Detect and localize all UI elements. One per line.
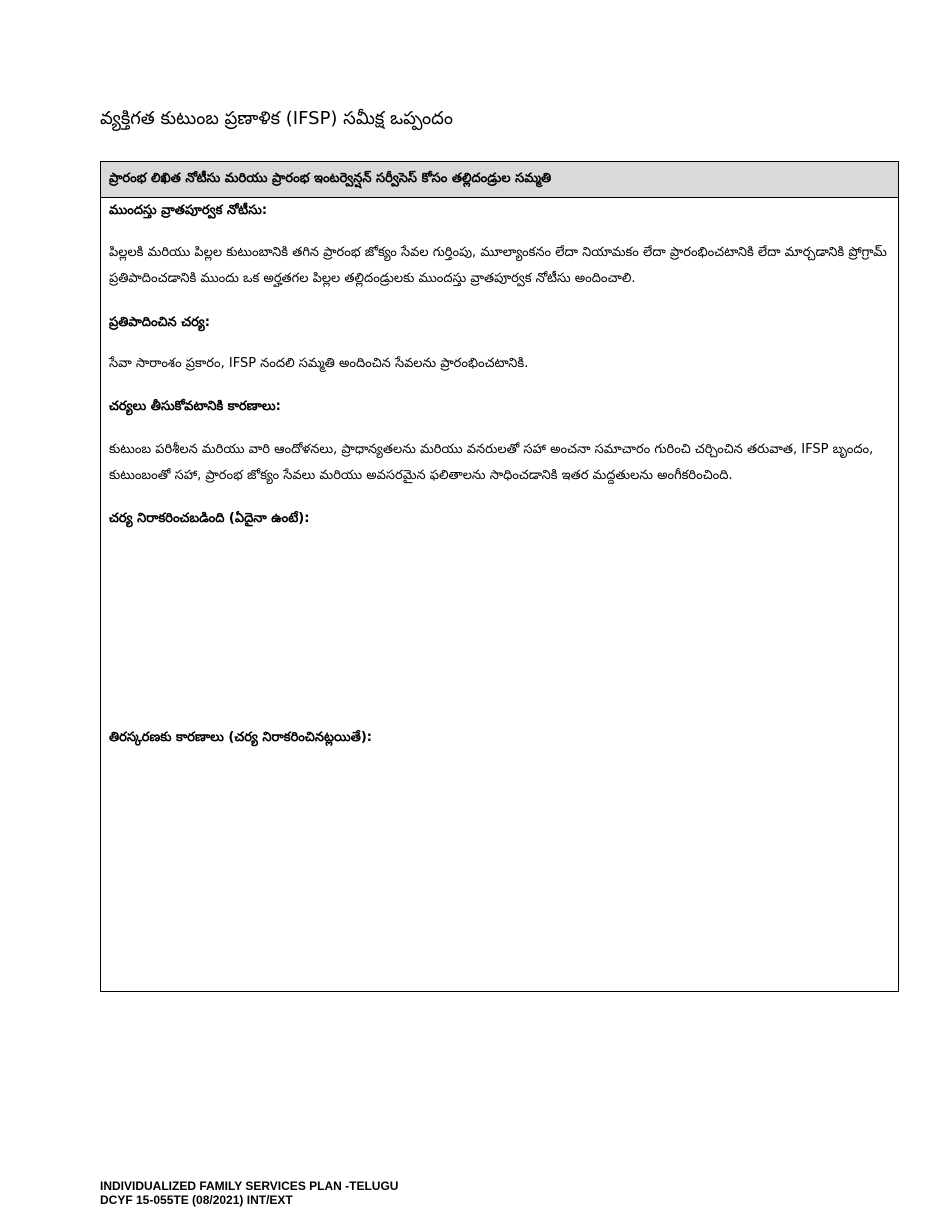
reasons-for-action-label: చర్యలు తీసుకోవటానికి కారణాలు: [109,399,281,414]
form-header: ప్రారంభ లిఖిత నోటీసు మరియు ప్రారంభ ఇంటర్వెన్షన్ సర్వీసెస్ కోసం తల్లిదండ్రుల సమ్మతి [101,162,898,198]
prior-notice-text: పిల్లలకి మరియు పిల్లల కుటుంబానికి తగిన ప్రారంభ జోక్యం సేవల గుర్తింపు, మూల్యాంకనం లేదా నియామకం లేదా ప్రారంభించటానికి లేదా మార్చడానికి ప్రోగ్రామ్ ప్రతిపాదించడానికి ముందు ఒక అర్హతగల పిల్లల తల్లిదండ్రులకు ముందస్తు వ్రాతపూర్వక నోటీసు అందించాలి. [109,245,887,286]
footer-form-number: DCYF 15-055TE (08/2021) INT/EXT [100,1193,293,1207]
proposed-action-label: ప్రతిపాదించిన చర్య: [109,315,210,330]
consent-form-box [100,161,899,992]
proposed-action-text: సేవా సారాంశం ప్రకారం, IFSP నందలి సమ్మతి అందించిన సేవలను ప్రారంభించటానికి. [109,356,529,371]
reasons-for-refusal-label: తిరస్కరణకు కారణాలు (చర్య నిరాకరించినట్లయితే): [109,730,372,745]
action-refused-label: చర్య నిరాకరించబడింది (ఏదైనా ఉంటే): [109,511,310,526]
form-footer [100,1179,398,1207]
prior-notice-label: ముందస్తు వ్రాతపూర్వక నోటీసు: [109,203,268,218]
document-title: వ్యక్తిగత కుటుంబ ప్రణాళిక (IFSP) సమీక్ష ఒప్పందం [100,108,453,129]
action-refused-field[interactable] [109,537,890,717]
footer-form-name: INDIVIDUALIZED FAMILY SERVICES PLAN -TELUGU [100,1179,399,1193]
reasons-for-refusal-field[interactable] [109,757,890,977]
reasons-for-action-text: కుటుంబ పరిశీలన మరియు వారి ఆందోళనలు, ప్రాధాన్యతలను మరియు వనరులతో సహా అంచనా సమాచారం గురించి చర్చించిన తరువాత, IFSP బృందం, కుటుంబంతో సహా, ప్రారంభ జోక్యం సేవలు మరియు అవసరమైన ఫలితాలను సాధించడానికి ఇతర మద్దతులను అంగీకరించింది. [109,442,874,483]
